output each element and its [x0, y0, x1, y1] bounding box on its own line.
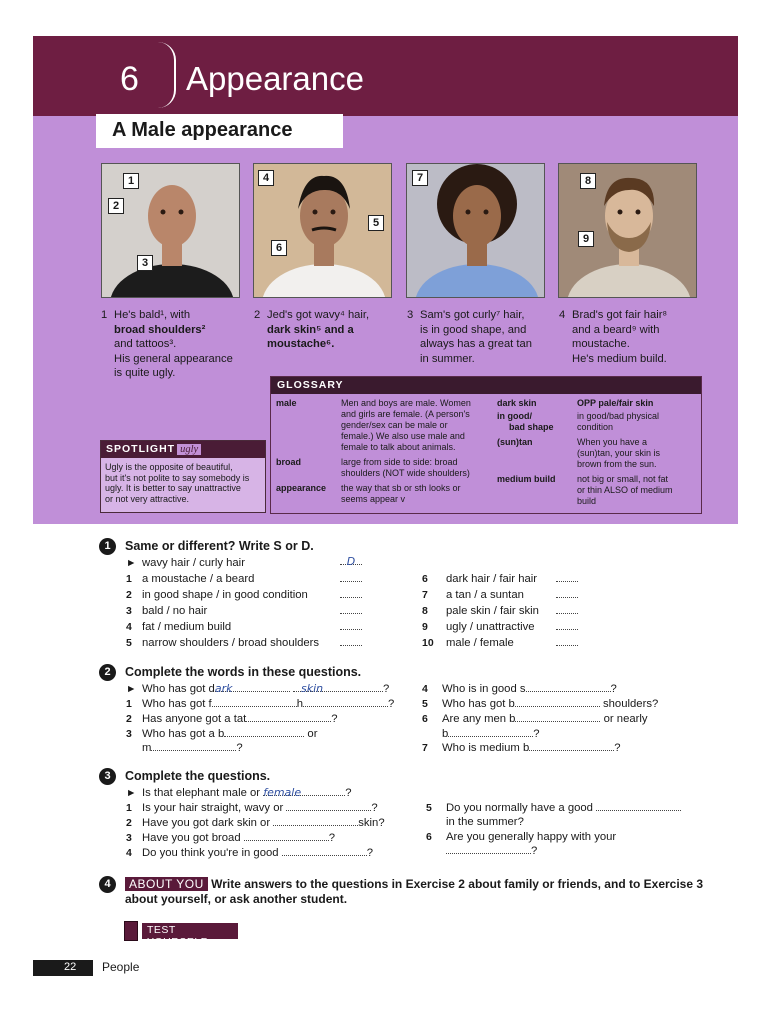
- question-row: 3 Who has got a b or: [126, 728, 318, 740]
- list-item: 10 male / female: [422, 637, 514, 649]
- glossary-heading: GLOSSARY: [271, 377, 701, 394]
- question-row: 7 Who is medium b ?: [422, 742, 621, 754]
- photo-label: 7: [412, 170, 428, 186]
- question-row: in the summer?: [446, 816, 524, 828]
- glossary-term: dark skin: [497, 398, 537, 408]
- answer-field[interactable]: [556, 572, 578, 586]
- caption-1: 1 He's bald¹, with broad shoulders² and tattoos³. His general appearance is quite ugly.: [101, 309, 233, 379]
- answer-field[interactable]: [340, 620, 362, 634]
- right-eye: [484, 210, 489, 215]
- list-item: 8 pale skin / fair skin: [422, 605, 539, 617]
- answer-field[interactable]: [340, 588, 362, 602]
- glossary-definition: the way that sb or sth looks or seems appear v: [341, 483, 461, 504]
- question-row: m ?: [142, 742, 243, 754]
- answer-field[interactable]: [556, 636, 578, 650]
- answer-field[interactable]: [556, 620, 578, 634]
- spotlight-heading: SPOTLIGHT ugly: [101, 441, 265, 458]
- caption-4: 4 Brad's got fair hair⁸ and a beard⁹ with moustache. He's medium build.: [559, 309, 668, 365]
- photo-label: 8: [580, 173, 596, 189]
- question-row: 6 Are any men b or nearly: [422, 713, 648, 725]
- test-yourself-button[interactable]: TEST YOURSELF: [124, 921, 240, 941]
- list-item: 9 ugly / unattractive: [422, 621, 535, 633]
- answer-field[interactable]: [556, 604, 578, 618]
- question-row: 2 Has anyone got a tat ?: [126, 713, 338, 725]
- answer-field[interactable]: [556, 588, 578, 602]
- photo-label: 5: [368, 215, 384, 231]
- page-number: 22: [64, 961, 77, 973]
- list-item: 7 a tan / a suntan: [422, 589, 524, 601]
- left-eye: [313, 210, 318, 215]
- glossary-definition: OPP pale/fair skin: [577, 398, 654, 408]
- question-row: 4 Do you think you're in good ?: [126, 847, 373, 859]
- unit-number: 6: [120, 60, 139, 98]
- question-row: 1 Is your hair straight, wavy or ?: [126, 802, 378, 814]
- list-item: 4 fat / medium build: [126, 621, 232, 633]
- photo-label: 2: [108, 198, 124, 214]
- unit-divider: [158, 42, 176, 108]
- exercise-number: 1: [99, 538, 116, 555]
- glossary-term: male: [276, 398, 297, 408]
- caption-2: 2 Jed's got wavy⁴ hair, dark skin⁵ and a moustache⁶.: [254, 309, 370, 350]
- right-eye: [331, 210, 336, 215]
- glossary-term: appearance: [276, 483, 327, 493]
- question-row: 4 Who is in good s ?: [422, 683, 617, 695]
- answer-field[interactable]: [340, 572, 362, 586]
- photo-label: 9: [578, 231, 594, 247]
- glossary-box: [270, 376, 702, 514]
- question-row: 6 Are you generally happy with your: [426, 831, 617, 843]
- glossary-term: (sun)tan: [497, 437, 533, 447]
- about-you-tag: ABOUT YOU: [125, 877, 208, 891]
- question-row: 5 Do you normally have a good: [426, 801, 681, 815]
- exercise-instruction: about yourself, or ask another student.: [125, 892, 348, 906]
- portrait-illustration: [254, 164, 392, 298]
- exercise-instruction: ABOUT YOU Write answers to the questions in Exercise 2 about family or friends, and to Exercise 3: [125, 877, 703, 891]
- glossary-term: in good/ bad shape: [497, 411, 554, 432]
- photo-label: 6: [271, 240, 287, 256]
- unit-title: Appearance: [186, 60, 364, 97]
- photo-label: 1: [123, 173, 139, 189]
- photo-label: 4: [258, 170, 274, 186]
- question-row: ► Who has got dark skin ?: [126, 682, 390, 695]
- exercise-number: 2: [99, 664, 116, 681]
- face: [148, 185, 196, 247]
- page-section: People: [102, 960, 140, 974]
- left-eye: [618, 210, 623, 215]
- face: [453, 185, 501, 247]
- list-item: 5 narrow shoulders / broad shoulders: [126, 637, 320, 649]
- exercise-title: Complete the words in these questions.: [125, 665, 362, 679]
- question-row: 2 Have you got dark skin or skin?: [126, 817, 385, 829]
- question-row: ► Is that elephant male or female ?: [126, 786, 352, 799]
- answer-field[interactable]: [340, 604, 362, 618]
- exercise-title: Complete the questions.: [125, 769, 271, 783]
- answer-field[interactable]: D: [340, 555, 362, 569]
- notebook-icon: [124, 921, 138, 941]
- glossary-definition: When you have a (sun)tan, your skin is brown from the sun.: [577, 437, 661, 469]
- right-eye: [179, 210, 184, 215]
- question-row: 1 Who has got f h ?: [126, 698, 395, 710]
- list-item: 2 in good shape / in good condition: [126, 589, 308, 601]
- glossary-term: broad: [276, 457, 302, 467]
- left-eye: [466, 210, 471, 215]
- example-row: ► wavy hair / curly hair: [126, 557, 245, 569]
- question-row: 3 Have you got broad ?: [126, 832, 336, 844]
- caption-3: 3 Sam's got curly⁷ hair, is in good shape, and always has a great tan in summer.: [407, 309, 532, 365]
- question-row: ?: [446, 844, 537, 858]
- exercise-number: 4: [99, 876, 116, 893]
- exercise-number: 3: [99, 768, 116, 785]
- photo-label: 3: [137, 255, 153, 271]
- left-eye: [161, 210, 166, 215]
- right-eye: [636, 210, 641, 215]
- question-row: 5 Who has got b shoulders?: [422, 698, 659, 710]
- page-number-band: [33, 960, 93, 976]
- section-title: A Male appearance: [112, 119, 293, 141]
- glossary-definition: Men and boys are male. Women and girls are female. (A person's gender/sex can be male or female.) We also use male and female to talk about animals.: [341, 398, 471, 452]
- answer-field[interactable]: [340, 636, 362, 650]
- spotlight-text: Ugly is the opposite of beautiful, but it's not polite to say somebody is ugly. It is better to say unattractive or not very attractive.: [105, 462, 250, 504]
- spotlight-box: [100, 440, 266, 513]
- list-item: 3 bald / no hair: [126, 605, 208, 617]
- question-row: b ?: [442, 728, 540, 740]
- glossary-definition: in good/bad physical condition: [577, 411, 660, 432]
- glossary-term: medium build: [497, 474, 556, 484]
- list-item: 6 dark hair / fair hair: [422, 573, 538, 585]
- list-item: 1 a moustache / a beard: [126, 573, 255, 585]
- photo-bald-man: [101, 163, 240, 298]
- exercise-title: Same or different? Write S or D.: [125, 539, 314, 553]
- glossary-definition: not big or small, not fat or thin ALSO of medium build: [577, 474, 673, 506]
- glossary-definition: large from side to side: broad shoulders (NOT wide shoulders): [341, 457, 470, 478]
